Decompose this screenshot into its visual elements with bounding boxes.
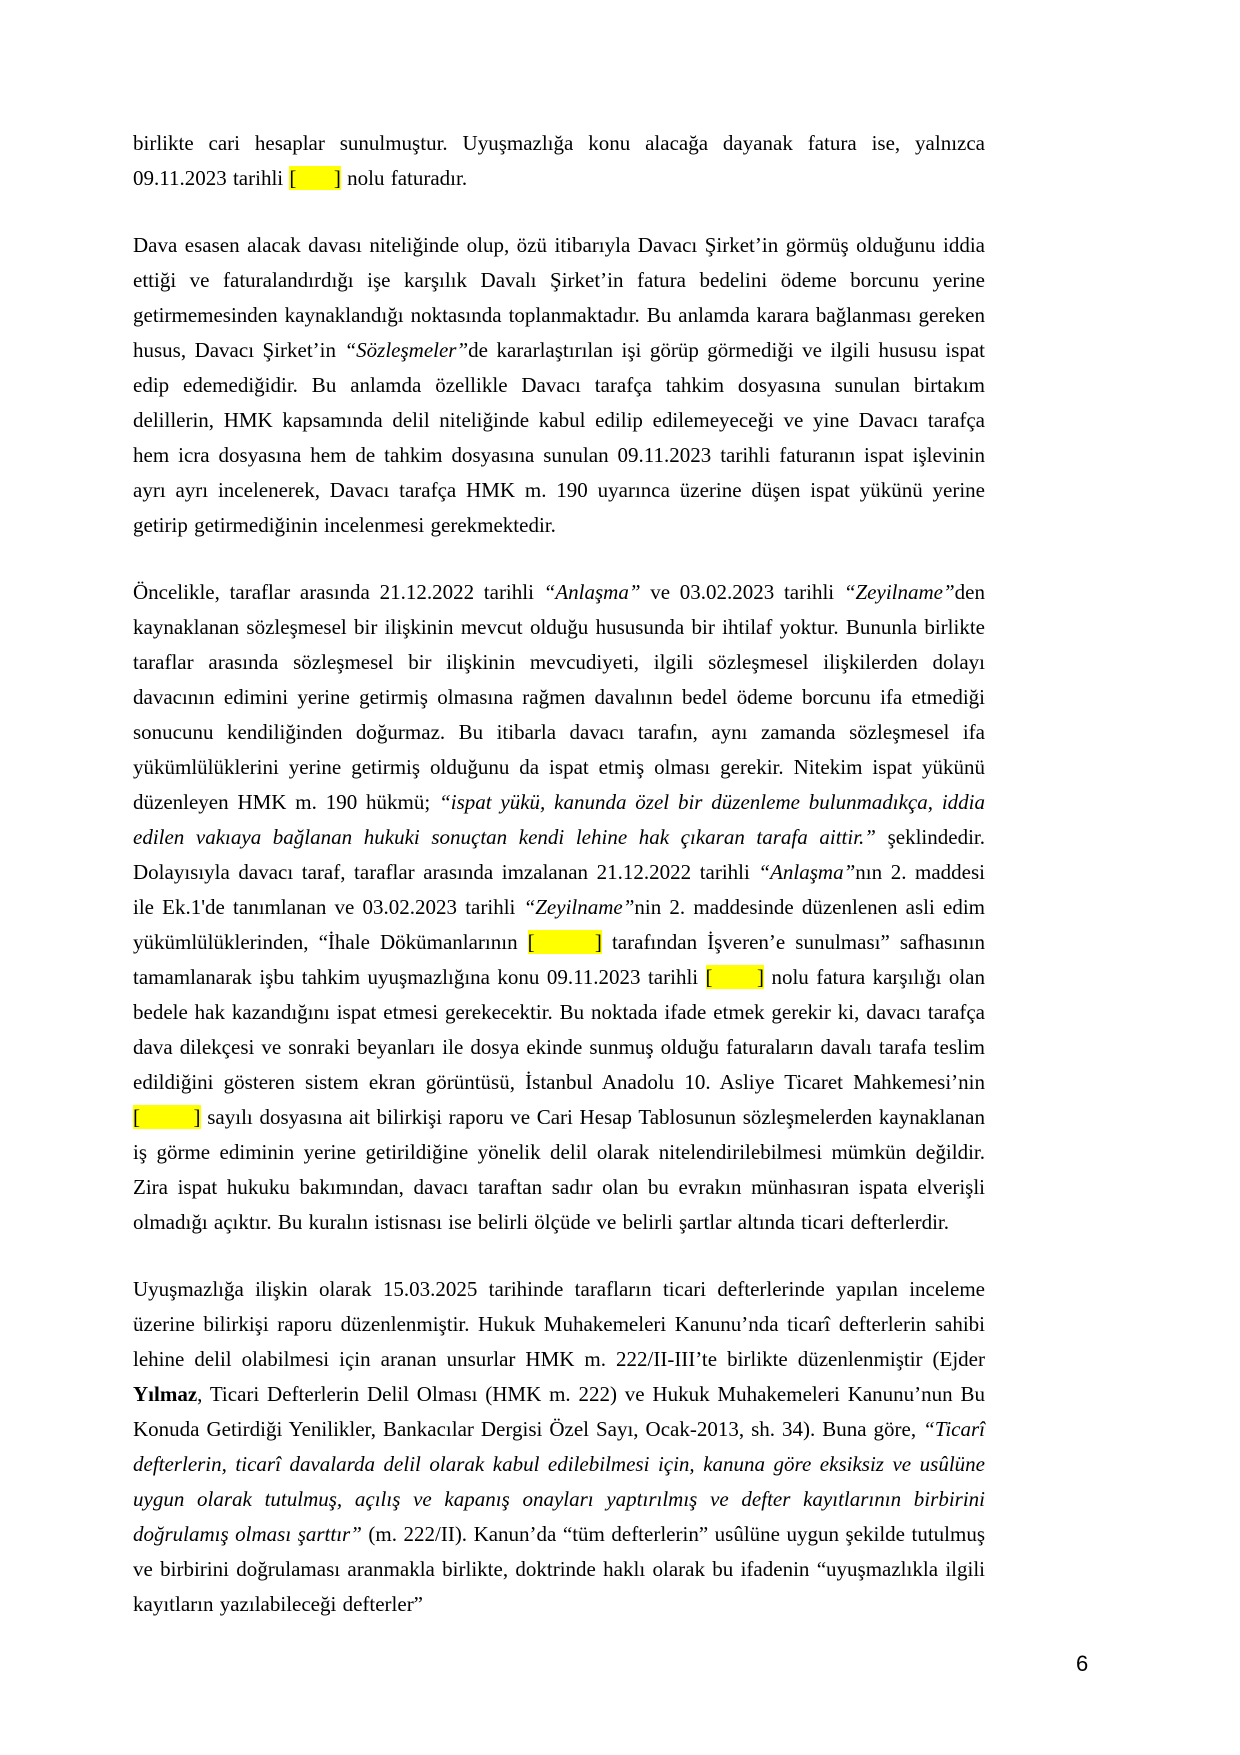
text-run: ve 03.02.2023 tarihli: [640, 580, 844, 604]
text-run: nın 2. maddesi ile Ek.1'de tanımlanan ve 03.02.2023 tarihli: [133, 860, 985, 919]
italic-run: “Zeyilname”: [843, 580, 955, 604]
text-run: tarafından İşveren’e sunulması” safhasının tamamlanarak işbu tahkim uyuşmazlığına konu 09.11.2023 tarihli: [133, 930, 985, 989]
italic-run: “ispat yükü, kanunda özel bir düzenleme bulunmadıkça, iddia edilen vakıaya bağlanan hukuki sonuçtan kendi lehine hak çıkaran tarafa aittir.”: [133, 790, 986, 849]
paragraph-4: [133, 1272, 985, 1622]
italic-run: “Sözleşmeler”: [344, 338, 469, 362]
text-run: de kararlaştırılan işi görüp görmediği ve ilgili hususu ispat edip edemediğidir. Bu anlamda özellikle Davacı tarafça tahkim dosyasına sunulan birtakım delillerin, HMK kapsamında delil niteliğinde kabul edilip edilemeyeceği ve yine Davacı tarafça hem icra dosyasına hem de tahkim dosyasına sunulan 09.11.2023 tarihli faturanın ispat işlevinin ayrı ayrı incelenerek, Davacı tarafça HMK m. 190 uyarınca üzerine düşen ispat yükünü yerine getirip getirmediğinin incelenmesi gerekmektedir.: [133, 338, 985, 537]
text-run: nolu faturadır.: [340, 166, 468, 190]
paragraph-2: [133, 228, 985, 543]
paragraph-1: [133, 126, 985, 196]
bold-run: Yılmaz: [133, 1382, 198, 1406]
page-number: 6: [1076, 1651, 1089, 1676]
document-body: [133, 126, 985, 1622]
text-run: Dava esasen alacak davası niteliğinde olup, özü itibarıyla Davacı Şirket’in görmüş olduğunu iddia ettiği ve faturalandırdığı işe karşılık Davalı Şirket’in fatura bedelini ödeme borcunu yerine getirmemesinden kaynaklandığı noktasında toplanmaktadır. Bu anlamda karara bağlanması gereken husus, Davacı Şirket’in: [133, 233, 985, 362]
text-run: sayılı dosyasına ait bilirkişi raporu ve Cari Hesap Tablosunun sözleşmelerden kaynaklanan iş görme ediminin yerine getirildiğine yönelik delil olarak nitelendirilebilmesi mümkün değildir. Zira ispat hukuku bakımından, davacı taraftan sadır olan bu evrakın münhasıran ispata elverişli olmadığı açıktır. Bu kuralın istisnası ise belirli ölçüde ve belirli şartlar altında ticari defterlerdir.: [133, 1105, 985, 1234]
text-run: şeklindedir. Dolayısıyla davacı taraf, taraflar arasında imzalanan 21.12.2022 tarihli: [133, 825, 985, 884]
redaction-highlight: [ ]: [289, 166, 341, 190]
text-run: (m. 222/II). Kanun’da “tüm defterlerin” usûlüne uygun şekilde tutulmuş ve birbirini doğrulaması aranmakla birlikte, doktrinde haklı olarak bu ifadenin “uyuşmazlıkla ilgili kayıtların yazılabileceği defterler”: [133, 1522, 985, 1616]
redaction-highlight: [ ]: [705, 965, 765, 989]
text-run: Öncelikle, taraflar arasında 21.12.2022 tarihli: [133, 580, 544, 604]
paragraph-3: [133, 575, 985, 1240]
text-run: , Ticari Defterlerin Delil Olması (HMK m. 222) ve Hukuk Muhakemeleri Kanunu’nun Bu Konuda Getirdiği Yenilikler, Bankacılar Dergisi Özel Sayı, Ocak-2013, sh. 34). Buna göre,: [133, 1382, 985, 1441]
italic-run: “Anlaşma”: [543, 580, 641, 604]
text-run: Uyuşmazlığa ilişkin olarak 15.03.2025 tarihinde tarafların ticari defterlerinde yapılan inceleme üzerine bilirkişi raporu düzenlenmiştir. Hukuk Muhakemeleri Kanunu’nda ticarî defterlerin sahibi lehine delil olabilmesi için aranan unsurlar HMK m. 222/II-III’te birlikte düzenlenmiştir (Ejder: [133, 1277, 985, 1371]
text-run: nolu fatura karşılığı olan bedele hak kazandığını ispat etmesi gerekecektir. Bu noktada ifade etmek gerekir ki, davacı tarafça dava dilekçesi ve sonraki beyanları ile dosya ekinde sunmuş olduğu faturaların davalı tarafa teslim edildiğini gösteren sistem ekran görüntüsü, İstanbul Anadolu 10. Asliye Ticaret Mahkemesi’nin: [133, 965, 985, 1094]
text-run: birlikte cari hesaplar sunulmuştur. Uyuşmazlığa konu alacağa dayanak fatura ise, yalnızca 09.11.2023 tarihli: [133, 131, 985, 190]
italic-run: “Zeyilname”: [523, 895, 635, 919]
text-run: nin 2. maddesinde düzenlenen asli edim yükümlülüklerinden, “İhale Dökümanlarının: [133, 895, 985, 954]
redaction-highlight: [ ]: [133, 1105, 201, 1129]
text-run: den kaynaklanan sözleşmesel bir ilişkinin mevcut olduğu hususunda bir ihtilaf yoktur. Bununla birlikte taraflar arasında sözleşmesel bir ilişkinin mevcudiyeti, ilgili sözleşmesel ilişkilerden dolayı davacının edimini yerine getirmiş olmasına rağmen davalının bedel ödeme borcunu ifa etmediği sonucunu kendiliğinden doğurmaz. Bu itibarla davacı tarafın, aynı zamanda sözleşmesel ifa yükümlülüklerini yerine getirmiş olduğunu da ispat etmiş olması gerekir. Nitekim ispat yükünü düzenleyen HMK m. 190 hükmü;: [133, 580, 985, 814]
redaction-highlight: [ ]: [527, 930, 602, 954]
italic-run: “Ticarî defterlerin, ticarî davalarda delil olarak kabul edilebilmesi için, kanuna göre eksiksiz ve usûlüne uygun olarak tutulmuş, açılış ve kapanış onayları yaptırılmış ve defter kayıtlarının birbirini doğrulamış olması şarttır”: [133, 1417, 985, 1546]
italic-run: “Anlaşma”: [758, 860, 856, 884]
